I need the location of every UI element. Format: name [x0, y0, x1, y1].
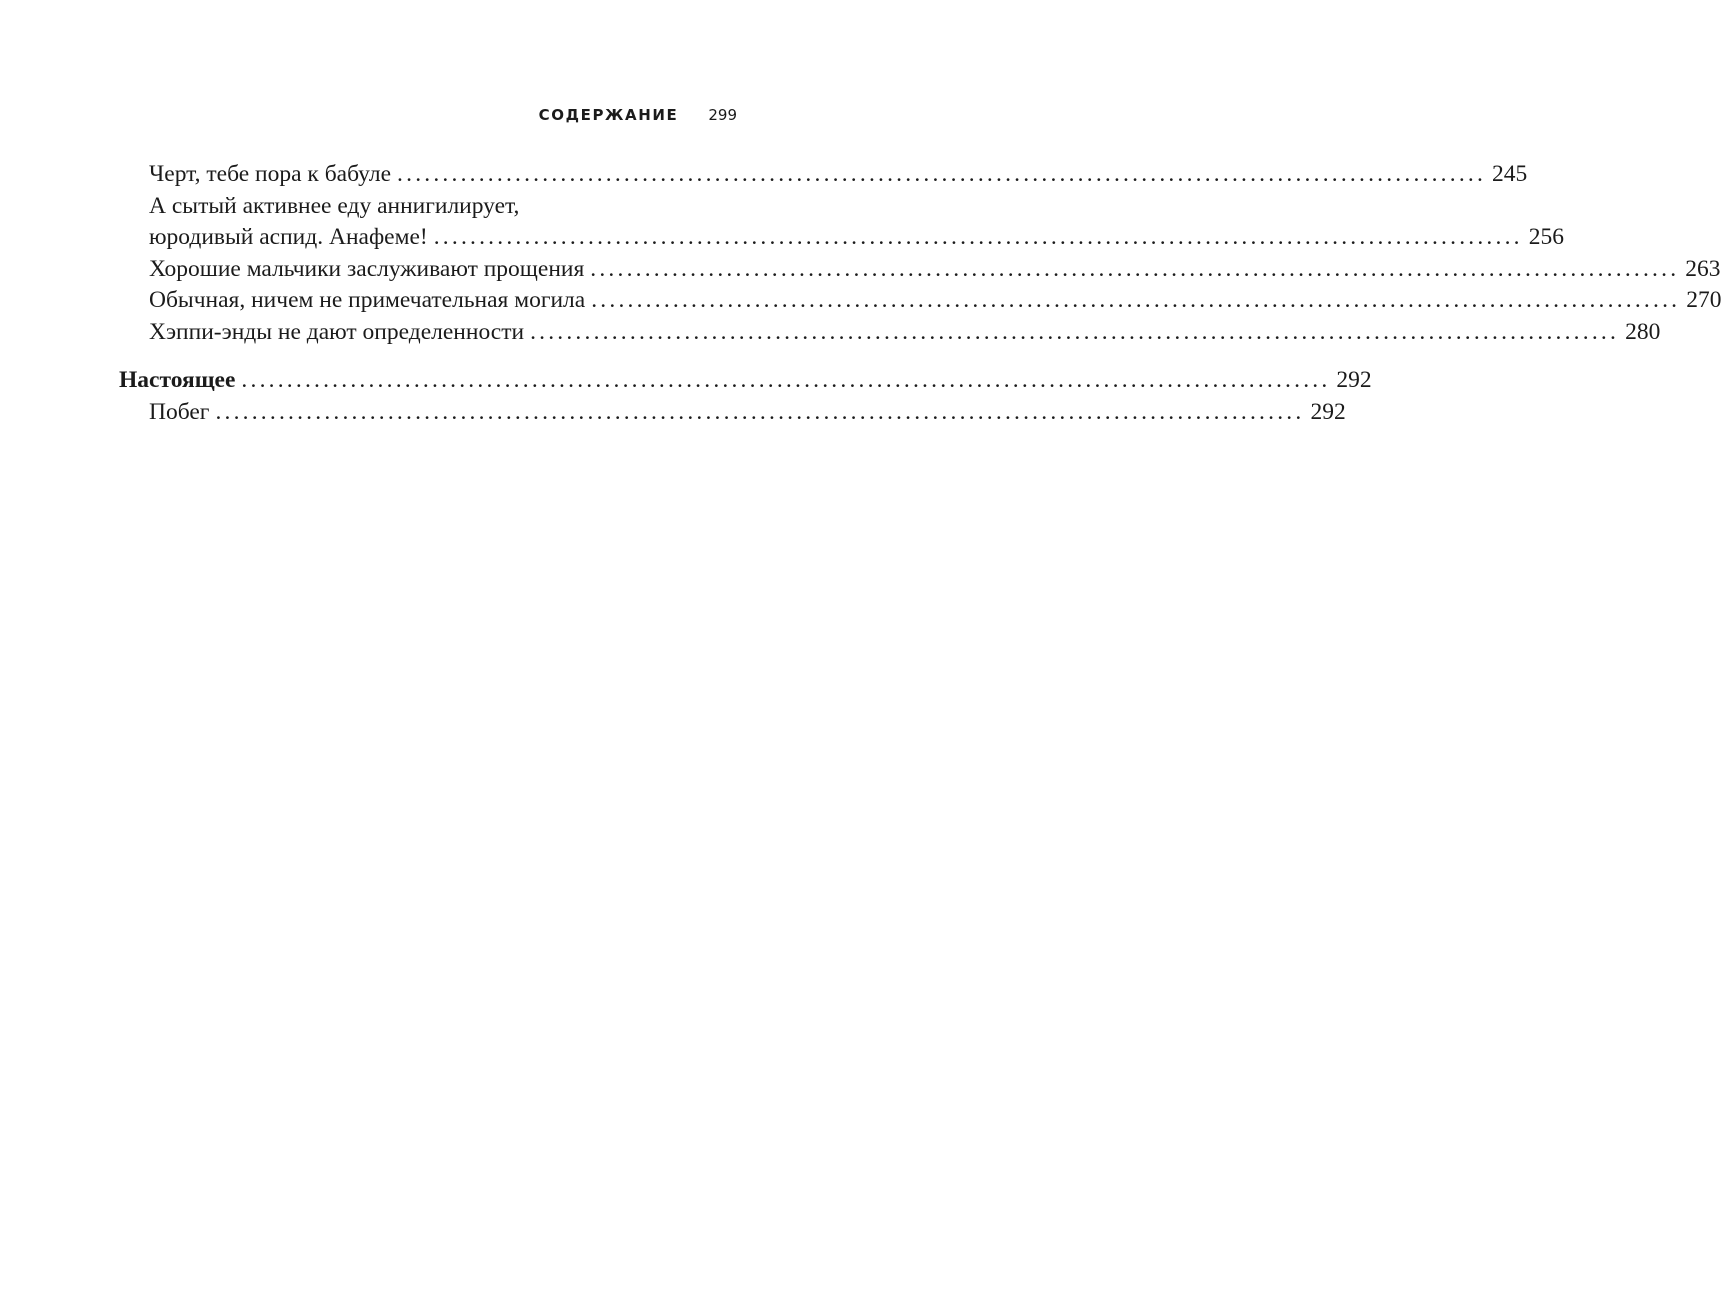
toc-entry-page: 292	[1310, 398, 1346, 425]
dot-leader: ........................................................................................................................	[241, 367, 1331, 393]
toc-entry[interactable]	[119, 159, 1528, 191]
toc-entry-title: Обычная, ничем не примечательная могила	[149, 287, 586, 313]
toc-entry-title: Хорошие мальчики заслуживают прощения	[149, 255, 585, 282]
dot-leader: ........................................................................................................................	[215, 398, 1305, 425]
dot-leader: ........................................................................................................................	[591, 287, 1681, 313]
dot-leader: ........................................................................................................................	[590, 255, 1680, 282]
toc-entry-title: юродивый аспид. Анафеме!	[149, 224, 428, 250]
toc-entry-title: Хэппи-энды не дают определенности	[149, 318, 525, 345]
dot-leader: ........................................................................................................................	[433, 224, 1523, 250]
toc-entry-page: 263	[1685, 255, 1721, 282]
toc-entry-page: 256	[1528, 224, 1564, 250]
toc-part-title: Настоящее	[119, 367, 236, 393]
toc-entry-page: 245	[1492, 161, 1528, 187]
dot-leader: ........................................................................................................................	[530, 318, 1620, 345]
toc-entry[interactable]	[119, 222, 1564, 254]
toc-entry-page: 280	[1625, 318, 1661, 345]
toc-part-page: 292	[1336, 367, 1372, 393]
toc-part[interactable]	[119, 365, 1372, 397]
dot-leader: ........................................................................................................................	[397, 161, 1487, 187]
running-head-title: СОДЕРЖАНИЕ	[538, 106, 679, 124]
running-head	[539, 106, 737, 124]
toc-entry-title-line1: А сытый активнее еду аннигилирует,	[149, 192, 520, 219]
toc-entry-title: Побег	[149, 398, 210, 425]
page-number: 299	[708, 106, 737, 124]
toc-entry-page: 270	[1686, 287, 1721, 313]
toc-entry-title: Черт, тебе пора к бабуле	[149, 161, 392, 187]
toc-entry-first-line[interactable]	[119, 191, 738, 223]
toc-entry[interactable]	[119, 254, 1721, 286]
toc-entry[interactable]	[119, 317, 1661, 349]
table-of-contents	[119, 159, 1721, 428]
toc-entry[interactable]	[119, 397, 1346, 429]
toc-entry[interactable]	[119, 285, 1721, 317]
